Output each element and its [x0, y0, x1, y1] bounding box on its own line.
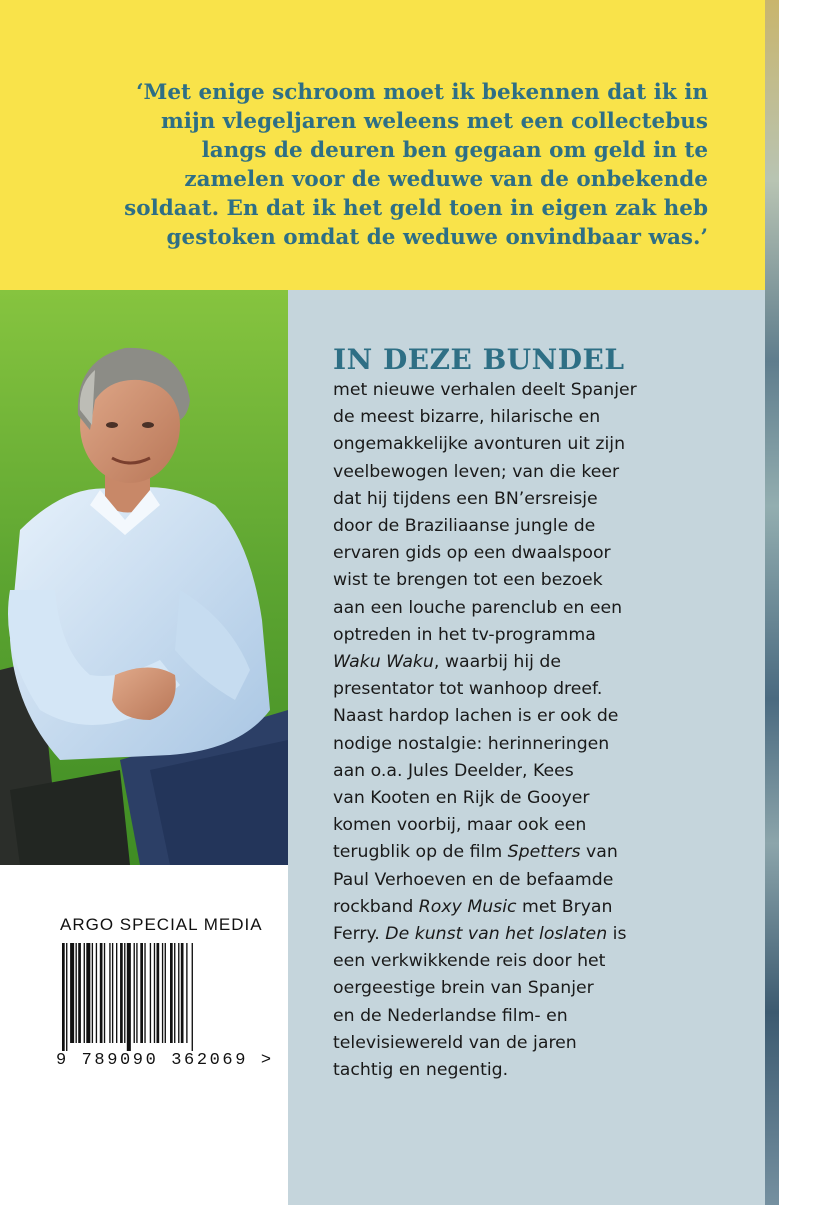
blurb-line: [333, 404, 663, 431]
blurb-line: [333, 540, 663, 567]
blurb-line: [333, 948, 663, 975]
publisher-name: ARGO SPECIAL MEDIA: [60, 915, 263, 934]
quote-line: langs de deuren ben gegaan om geld in te: [201, 138, 708, 163]
blurb-run: een verkwikkende reis door het: [333, 951, 606, 972]
blurb-line: [333, 867, 663, 894]
author-portrait-icon: [0, 290, 288, 865]
blurb-run: de meest bizarre, hilarische en: [333, 407, 601, 428]
barcode-bar: [70, 943, 74, 1043]
quote-text: [108, 78, 708, 252]
blurb-line: [333, 839, 663, 866]
blurb-line: [333, 758, 663, 785]
barcode-icon: [60, 943, 238, 1051]
blurb-line: [333, 459, 663, 486]
blurb-run: presentator tot wanhoop dreef.: [333, 679, 603, 700]
barcode-bar: [120, 943, 123, 1043]
quote-line: ‘Met enige schroom moet ik bekennen dat ik in: [136, 80, 708, 105]
barcode-bar: [165, 943, 166, 1043]
blurb-run: van Kooten en Rijk de Gooyer: [333, 788, 590, 809]
author-photo: [0, 290, 288, 865]
blurb-line: [333, 676, 663, 703]
blurb-line: [333, 731, 663, 758]
barcode-bar: [116, 943, 117, 1043]
barcode-bar: [109, 943, 110, 1043]
blurb-run: dat hij tijdens een BN’ersreisje: [333, 488, 598, 509]
blurb-text: [333, 377, 663, 1084]
blurb-line: [333, 894, 663, 921]
blurb-line: [333, 431, 663, 458]
blurb-line: [333, 649, 663, 676]
quote-line: soldaat. En dat ik het geld toen in eigen zak heb: [124, 196, 708, 221]
barcode-bar: [192, 943, 193, 1051]
barcode-bar: [124, 943, 125, 1043]
blurb-run: terugblik op de film: [333, 842, 508, 863]
blurb-run: komen voorbij, maar ook een: [333, 815, 587, 836]
blurb-line: [333, 1003, 663, 1030]
barcode-bar: [144, 943, 145, 1043]
blurb-run: wist te brengen tot een bezoek: [333, 570, 603, 591]
barcode-bar: [66, 943, 67, 1051]
barcode-bar: [162, 943, 163, 1043]
barcode-bar: [84, 943, 85, 1043]
blurb-line: [333, 1057, 663, 1084]
quote-line: gestoken omdat de weduwe onvindbaar was.’: [166, 225, 708, 250]
blurb-heading: IN DEZE BUNDEL: [333, 343, 625, 376]
blurb-line: [333, 513, 663, 540]
barcode-bar: [154, 943, 155, 1043]
barcode-bar: [170, 943, 173, 1043]
blurb-italic-title: Waku Waku: [333, 652, 434, 673]
barcode-bar: [127, 943, 131, 1051]
barcode-bar: [76, 943, 77, 1043]
barcode-bar: [186, 943, 187, 1043]
blurb-line: [333, 377, 663, 404]
blurb-run: nodige nostalgie: herinneringen: [333, 733, 610, 754]
barcode-bar: [92, 943, 93, 1043]
isbn-number: 9 789090 362069 >: [56, 1051, 274, 1070]
blurb-line: [333, 595, 663, 622]
quote-line: zamelen voor de weduwe van de onbekende: [184, 167, 708, 192]
blurb-line: [333, 703, 663, 730]
barcode-bar: [112, 943, 113, 1043]
blurb-italic-title: Spetters: [507, 842, 581, 863]
blurb-run: , waarbij hij de: [433, 652, 562, 673]
blurb-run: optreden in het tv-programma: [333, 624, 596, 645]
barcode-bar: [104, 943, 105, 1043]
blurb-run: ervaren gids op een dwaalspoor: [333, 543, 611, 564]
blurb-run: aan een louche parenclub en een: [333, 597, 623, 618]
blurb-run: televisiewereld van de jaren: [333, 1032, 577, 1053]
blurb-line: [333, 622, 663, 649]
barcode-bar: [157, 943, 160, 1043]
blurb-run: aan o.a. Jules Deelder, Kees: [333, 760, 574, 781]
blurb-run: oergeestige brein van Spanjer: [333, 978, 594, 999]
blurb-run: is: [607, 924, 627, 945]
blurb-run: rockband: [333, 896, 419, 917]
barcode-bar: [134, 943, 135, 1043]
blurb-run: Paul Verhoeven en de befaamde: [333, 869, 614, 890]
blurb-run: tachtig en negentig.: [333, 1060, 509, 1081]
quote-line: mijn vlegeljaren weleens met een collectebus: [160, 109, 708, 134]
barcode-bar: [86, 943, 90, 1043]
blurb-line: [333, 567, 663, 594]
barcode-bar: [100, 943, 103, 1043]
blurb-run: ongemakkelijke avonturen uit zijn: [333, 434, 626, 455]
blurb-run: van: [580, 842, 618, 863]
blurb-run: en de Nederlandse film- en: [333, 1005, 568, 1026]
barcode-bar: [150, 943, 151, 1043]
barcode-bar: [78, 943, 81, 1043]
barcode-bar: [62, 943, 65, 1051]
blurb-italic-title: De kunst van het loslaten: [385, 924, 608, 945]
barcode-bar: [136, 943, 137, 1043]
blurb-line: [333, 785, 663, 812]
blurb-line: [333, 1030, 663, 1057]
barcode-bar: [178, 943, 179, 1043]
blurb-run: Ferry.: [333, 924, 386, 945]
barcode-bar: [174, 943, 175, 1043]
barcode-bar: [96, 943, 97, 1043]
spine-strip: [765, 0, 779, 1205]
blurb-run: Naast hardop lachen is er ook de: [333, 706, 619, 727]
blurb-line: [333, 975, 663, 1002]
blurb-line: [333, 921, 663, 948]
blurb-run: door de Braziliaanse jungle de: [333, 516, 596, 537]
barcode-bar: [181, 943, 184, 1043]
blurb-line: [333, 486, 663, 513]
blurb-run: met Bryan: [516, 896, 613, 917]
blurb-run: veelbewogen leven; van die keer: [333, 461, 620, 482]
blurb-italic-title: Roxy Music: [418, 896, 517, 917]
barcode-bar: [140, 943, 143, 1043]
page-margin: [779, 0, 815, 1205]
blurb-line: [333, 812, 663, 839]
blurb-run: met nieuwe verhalen deelt Spanjer: [333, 380, 637, 400]
